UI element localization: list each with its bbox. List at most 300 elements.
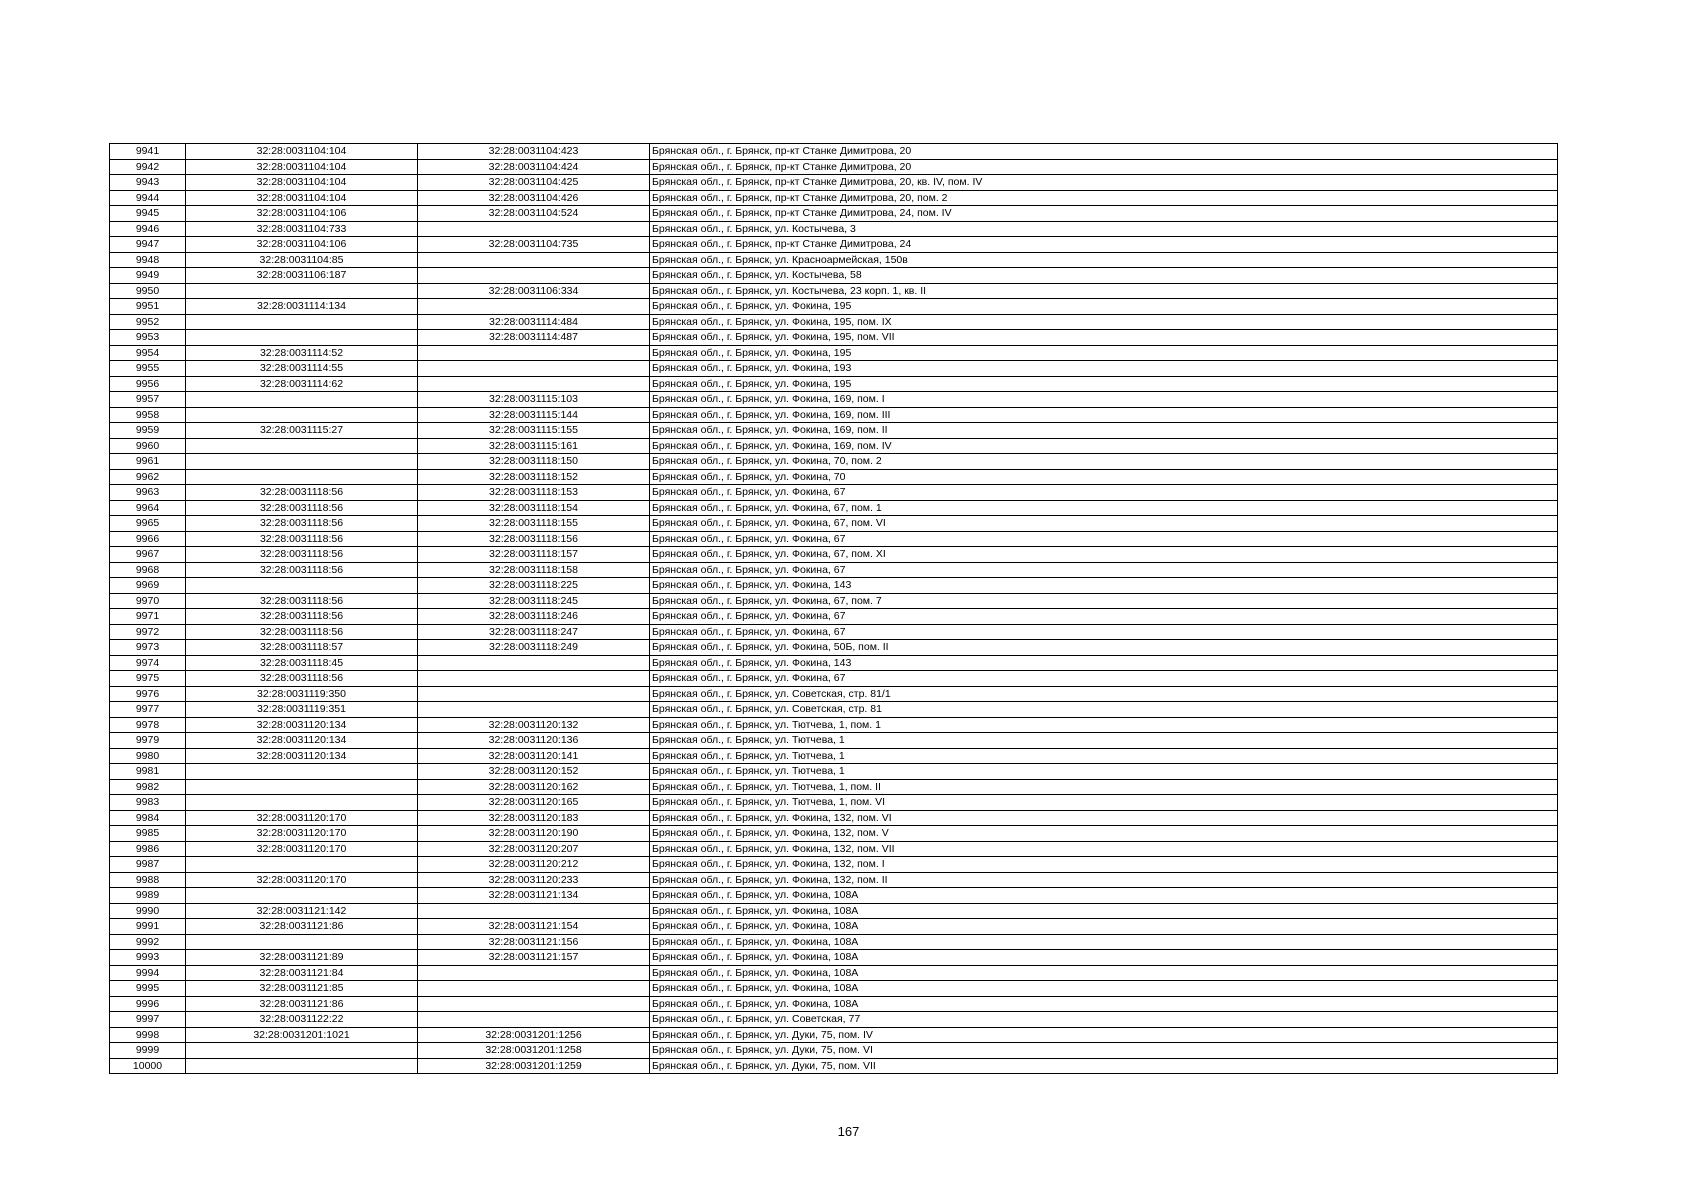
address-cell: Брянская обл., г. Брянск, ул. Фокина, 132, пом. VI [650, 810, 1558, 826]
building-cadastral-number-cell: 32:28:0031120:134 [186, 733, 418, 749]
premises-cadastral-number-cell [418, 903, 650, 919]
address-cell: Брянская обл., г. Брянск, ул. Фокина, 169, пом. I [650, 392, 1558, 408]
row-number-cell: 9949 [110, 268, 186, 284]
table-row [110, 578, 1558, 594]
premises-cadastral-number-cell: 32:28:0031118:157 [418, 547, 650, 563]
building-cadastral-number-cell: 32:28:0031121:84 [186, 965, 418, 981]
building-cadastral-number-cell [186, 888, 418, 904]
premises-cadastral-number-cell: 32:28:0031120:233 [418, 872, 650, 888]
page-number: 167 [837, 1124, 860, 1139]
address-cell: Брянская обл., г. Брянск, ул. Фокина, 195 [650, 299, 1558, 315]
premises-cadastral-number-cell: 32:28:0031118:245 [418, 593, 650, 609]
building-cadastral-number-cell: 32:28:0031104:104 [186, 190, 418, 206]
premises-cadastral-number-cell: 32:28:0031120:132 [418, 717, 650, 733]
table-row [110, 903, 1558, 919]
premises-cadastral-number-cell: 32:28:0031118:155 [418, 516, 650, 532]
premises-cadastral-number-cell [418, 1012, 650, 1028]
building-cadastral-number-cell: 32:28:0031114:52 [186, 345, 418, 361]
row-number-cell: 9988 [110, 872, 186, 888]
building-cadastral-number-cell [186, 578, 418, 594]
address-cell: Брянская обл., г. Брянск, ул. Фокина, 195, пом. IX [650, 314, 1558, 330]
building-cadastral-number-cell: 32:28:0031121:142 [186, 903, 418, 919]
table-row [110, 330, 1558, 346]
row-number-cell: 9995 [110, 981, 186, 997]
building-cadastral-number-cell: 32:28:0031120:134 [186, 717, 418, 733]
row-number-cell: 9991 [110, 919, 186, 935]
row-number-cell: 9951 [110, 299, 186, 315]
row-number-cell: 9970 [110, 593, 186, 609]
address-cell: Брянская обл., г. Брянск, ул. Фокина, 193 [650, 361, 1558, 377]
building-cadastral-number-cell: 32:28:0031118:56 [186, 500, 418, 516]
building-cadastral-number-cell: 32:28:0031104:104 [186, 144, 418, 160]
building-cadastral-number-cell [186, 392, 418, 408]
row-number-cell: 9942 [110, 159, 186, 175]
building-cadastral-number-cell: 32:28:0031104:733 [186, 221, 418, 237]
table-row [110, 392, 1558, 408]
premises-cadastral-number-cell [418, 376, 650, 392]
row-number-cell: 9966 [110, 531, 186, 547]
table-row [110, 795, 1558, 811]
row-number-cell: 9983 [110, 795, 186, 811]
table-row [110, 531, 1558, 547]
premises-cadastral-number-cell: 32:28:0031118:156 [418, 531, 650, 547]
premises-cadastral-number-cell: 32:28:0031120:141 [418, 748, 650, 764]
row-number-cell: 9989 [110, 888, 186, 904]
address-cell: Брянская обл., г. Брянск, ул. Тютчева, 1, пом. II [650, 779, 1558, 795]
building-cadastral-number-cell: 32:28:0031121:86 [186, 996, 418, 1012]
row-number-cell: 9992 [110, 934, 186, 950]
building-cadastral-number-cell [186, 454, 418, 470]
row-number-cell: 9948 [110, 252, 186, 268]
table-row [110, 469, 1558, 485]
premises-cadastral-number-cell: 32:28:0031120:183 [418, 810, 650, 826]
table-row [110, 640, 1558, 656]
building-cadastral-number-cell [186, 469, 418, 485]
row-number-cell: 9979 [110, 733, 186, 749]
building-cadastral-number-cell: 32:28:0031114:134 [186, 299, 418, 315]
table-row [110, 593, 1558, 609]
address-cell: Брянская обл., г. Брянск, ул. Тютчева, 1, пом. VI [650, 795, 1558, 811]
row-number-cell: 9953 [110, 330, 186, 346]
address-cell: Брянская обл., г. Брянск, ул. Фокина, 67, пом. 7 [650, 593, 1558, 609]
building-cadastral-number-cell: 32:28:0031120:134 [186, 748, 418, 764]
row-number-cell: 9982 [110, 779, 186, 795]
table-row [110, 872, 1558, 888]
address-cell: Брянская обл., г. Брянск, ул. Фокина, 108А [650, 996, 1558, 1012]
row-number-cell: 9952 [110, 314, 186, 330]
premises-cadastral-number-cell: 32:28:0031118:247 [418, 624, 650, 640]
table-row [110, 934, 1558, 950]
address-cell: Брянская обл., г. Брянск, ул. Тютчева, 1 [650, 748, 1558, 764]
premises-cadastral-number-cell: 32:28:0031104:735 [418, 237, 650, 253]
address-cell: Брянская обл., г. Брянск, ул. Фокина, 143 [650, 655, 1558, 671]
address-cell: Брянская обл., г. Брянск, ул. Фокина, 132, пом. II [650, 872, 1558, 888]
table-row [110, 144, 1558, 160]
table-row [110, 1058, 1558, 1074]
building-cadastral-number-cell [186, 283, 418, 299]
address-cell: Брянская обл., г. Брянск, пр-кт Станке Димитрова, 24, пом. IV [650, 206, 1558, 222]
premises-cadastral-number-cell [418, 981, 650, 997]
address-cell: Брянская обл., г. Брянск, пр-кт Станке Димитрова, 20 [650, 159, 1558, 175]
building-cadastral-number-cell: 32:28:0031118:56 [186, 609, 418, 625]
building-cadastral-number-cell: 32:28:0031201:1021 [186, 1027, 418, 1043]
premises-cadastral-number-cell: 32:28:0031115:103 [418, 392, 650, 408]
address-cell: Брянская обл., г. Брянск, ул. Фокина, 108А [650, 981, 1558, 997]
table-row [110, 671, 1558, 687]
address-cell: Брянская обл., г. Брянск, ул. Фокина, 67 [650, 671, 1558, 687]
table-row [110, 1027, 1558, 1043]
table-row [110, 1012, 1558, 1028]
address-cell: Брянская обл., г. Брянск, ул. Фокина, 169, пом. IV [650, 438, 1558, 454]
building-cadastral-number-cell: 32:28:0031118:56 [186, 624, 418, 640]
building-cadastral-number-cell: 32:28:0031118:56 [186, 593, 418, 609]
table-row [110, 206, 1558, 222]
building-cadastral-number-cell [186, 779, 418, 795]
address-cell: Брянская обл., г. Брянск, ул. Фокина, 169, пом. III [650, 407, 1558, 423]
row-number-cell: 9960 [110, 438, 186, 454]
premises-cadastral-number-cell: 32:28:0031118:158 [418, 562, 650, 578]
address-cell: Брянская обл., г. Брянск, ул. Фокина, 169, пом. II [650, 423, 1558, 439]
row-number-cell: 9969 [110, 578, 186, 594]
premises-cadastral-number-cell: 32:28:0031121:156 [418, 934, 650, 950]
address-cell: Брянская обл., г. Брянск, ул. Фокина, 195 [650, 376, 1558, 392]
row-number-cell: 9980 [110, 748, 186, 764]
premises-cadastral-number-cell: 32:28:0031104:426 [418, 190, 650, 206]
premises-cadastral-number-cell [418, 345, 650, 361]
building-cadastral-number-cell: 32:28:0031120:170 [186, 826, 418, 842]
premises-cadastral-number-cell: 32:28:0031104:424 [418, 159, 650, 175]
address-cell: Брянская обл., г. Брянск, ул. Фокина, 67 [650, 531, 1558, 547]
row-number-cell: 9981 [110, 764, 186, 780]
address-cell: Брянская обл., г. Брянск, ул. Фокина, 70, пом. 2 [650, 454, 1558, 470]
table-row [110, 810, 1558, 826]
building-cadastral-number-cell: 32:28:0031118:56 [186, 562, 418, 578]
building-cadastral-number-cell: 32:28:0031121:85 [186, 981, 418, 997]
table-row [110, 221, 1558, 237]
building-cadastral-number-cell [186, 795, 418, 811]
address-cell: Брянская обл., г. Брянск, ул. Фокина, 108А [650, 934, 1558, 950]
building-cadastral-number-cell: 32:28:0031104:104 [186, 175, 418, 191]
address-cell: Брянская обл., г. Брянск, ул. Фокина, 108А [650, 950, 1558, 966]
table-row [110, 376, 1558, 392]
building-cadastral-number-cell: 32:28:0031115:27 [186, 423, 418, 439]
premises-cadastral-number-cell: 32:28:0031121:157 [418, 950, 650, 966]
premises-cadastral-number-cell [418, 655, 650, 671]
row-number-cell: 9993 [110, 950, 186, 966]
table-row [110, 268, 1558, 284]
table-row [110, 1043, 1558, 1059]
building-cadastral-number-cell: 32:28:0031122:22 [186, 1012, 418, 1028]
address-cell: Брянская обл., г. Брянск, ул. Красноармейская, 150в [650, 252, 1558, 268]
building-cadastral-number-cell: 32:28:0031120:170 [186, 872, 418, 888]
address-cell: Брянская обл., г. Брянск, ул. Фокина, 108А [650, 903, 1558, 919]
table-row [110, 237, 1558, 253]
address-cell: Брянская обл., г. Брянск, пр-кт Станке Димитрова, 20, пом. 2 [650, 190, 1558, 206]
row-number-cell: 9945 [110, 206, 186, 222]
premises-cadastral-number-cell: 32:28:0031118:225 [418, 578, 650, 594]
building-cadastral-number-cell: 32:28:0031118:56 [186, 547, 418, 563]
row-number-cell: 9963 [110, 485, 186, 501]
row-number-cell: 9961 [110, 454, 186, 470]
table-row [110, 252, 1558, 268]
address-cell: Брянская обл., г. Брянск, ул. Фокина, 67 [650, 624, 1558, 640]
table-row [110, 361, 1558, 377]
row-number-cell: 9996 [110, 996, 186, 1012]
building-cadastral-number-cell [186, 764, 418, 780]
table-row [110, 454, 1558, 470]
building-cadastral-number-cell: 32:28:0031114:62 [186, 376, 418, 392]
premises-cadastral-number-cell: 32:28:0031121:134 [418, 888, 650, 904]
premises-cadastral-number-cell: 32:28:0031118:152 [418, 469, 650, 485]
building-cadastral-number-cell [186, 438, 418, 454]
building-cadastral-number-cell: 32:28:0031104:104 [186, 159, 418, 175]
address-cell: Брянская обл., г. Брянск, ул. Дуки, 75, пом. VII [650, 1058, 1558, 1074]
row-number-cell: 9954 [110, 345, 186, 361]
building-cadastral-number-cell [186, 407, 418, 423]
address-cell: Брянская обл., г. Брянск, ул. Советская, стр. 81 [650, 702, 1558, 718]
building-cadastral-number-cell [186, 1043, 418, 1059]
premises-cadastral-number-cell: 32:28:0031118:249 [418, 640, 650, 656]
address-cell: Брянская обл., г. Брянск, пр-кт Станке Димитрова, 20, кв. IV, пом. IV [650, 175, 1558, 191]
address-cell: Брянская обл., г. Брянск, ул. Костычева, 3 [650, 221, 1558, 237]
premises-cadastral-number-cell: 32:28:0031120:190 [418, 826, 650, 842]
address-cell: Брянская обл., г. Брянск, ул. Тютчева, 1, пом. 1 [650, 717, 1558, 733]
row-number-cell: 9985 [110, 826, 186, 842]
building-cadastral-number-cell [186, 1058, 418, 1074]
building-cadastral-number-cell: 32:28:0031119:351 [186, 702, 418, 718]
row-number-cell: 9999 [110, 1043, 186, 1059]
row-number-cell: 10000 [110, 1058, 186, 1074]
address-cell: Брянская обл., г. Брянск, ул. Фокина, 67, пом. XI [650, 547, 1558, 563]
premises-cadastral-number-cell: 32:28:0031114:484 [418, 314, 650, 330]
premises-cadastral-number-cell: 32:28:0031115:155 [418, 423, 650, 439]
address-cell: Брянская обл., г. Брянск, ул. Фокина, 108А [650, 919, 1558, 935]
building-cadastral-number-cell: 32:28:0031119:350 [186, 686, 418, 702]
row-number-cell: 9976 [110, 686, 186, 702]
table-row [110, 826, 1558, 842]
premises-cadastral-number-cell: 32:28:0031104:524 [418, 206, 650, 222]
row-number-cell: 9957 [110, 392, 186, 408]
premises-cadastral-number-cell: 32:28:0031201:1258 [418, 1043, 650, 1059]
address-cell: Брянская обл., г. Брянск, ул. Тютчева, 1 [650, 764, 1558, 780]
row-number-cell: 9967 [110, 547, 186, 563]
address-cell: Брянская обл., г. Брянск, ул. Фокина, 70 [650, 469, 1558, 485]
building-cadastral-number-cell: 32:28:0031106:187 [186, 268, 418, 284]
address-cell: Брянская обл., г. Брянск, ул. Фокина, 132, пом. VII [650, 841, 1558, 857]
table-row [110, 547, 1558, 563]
address-cell: Брянская обл., г. Брянск, ул. Фокина, 132, пом. I [650, 857, 1558, 873]
table-row [110, 562, 1558, 578]
building-cadastral-number-cell: 32:28:0031118:57 [186, 640, 418, 656]
address-cell: Брянская обл., г. Брянск, ул. Советская, 77 [650, 1012, 1558, 1028]
table-row [110, 190, 1558, 206]
table-row [110, 996, 1558, 1012]
building-cadastral-number-cell: 32:28:0031121:89 [186, 950, 418, 966]
row-number-cell: 9973 [110, 640, 186, 656]
premises-cadastral-number-cell [418, 252, 650, 268]
address-cell: Брянская обл., г. Брянск, ул. Фокина, 195, пом. VII [650, 330, 1558, 346]
building-cadastral-number-cell: 32:28:0031118:56 [186, 485, 418, 501]
building-cadastral-number-cell [186, 330, 418, 346]
row-number-cell: 9990 [110, 903, 186, 919]
building-cadastral-number-cell [186, 857, 418, 873]
table-row [110, 485, 1558, 501]
table-row [110, 655, 1558, 671]
building-cadastral-number-cell: 32:28:0031104:85 [186, 252, 418, 268]
premises-cadastral-number-cell: 32:28:0031121:154 [418, 919, 650, 935]
address-cell: Брянская обл., г. Брянск, ул. Фокина, 108А [650, 888, 1558, 904]
row-number-cell: 9956 [110, 376, 186, 392]
row-number-cell: 9968 [110, 562, 186, 578]
premises-cadastral-number-cell: 32:28:0031104:425 [418, 175, 650, 191]
premises-cadastral-number-cell [418, 702, 650, 718]
row-number-cell: 9955 [110, 361, 186, 377]
table-row [110, 779, 1558, 795]
row-number-cell: 9998 [110, 1027, 186, 1043]
address-cell: Брянская обл., г. Брянск, ул. Фокина, 67 [650, 609, 1558, 625]
row-number-cell: 9941 [110, 144, 186, 160]
row-number-cell: 9987 [110, 857, 186, 873]
address-cell: Брянская обл., г. Брянск, пр-кт Станке Димитрова, 20 [650, 144, 1558, 160]
premises-cadastral-number-cell: 32:28:0031118:153 [418, 485, 650, 501]
address-cell: Брянская обл., г. Брянск, ул. Фокина, 108А [650, 965, 1558, 981]
premises-cadastral-number-cell [418, 221, 650, 237]
row-number-cell: 9964 [110, 500, 186, 516]
table-row [110, 733, 1558, 749]
building-cadastral-number-cell: 32:28:0031104:106 [186, 206, 418, 222]
premises-cadastral-number-cell: 32:28:0031120:162 [418, 779, 650, 795]
building-cadastral-number-cell: 32:28:0031118:45 [186, 655, 418, 671]
building-cadastral-number-cell: 32:28:0031104:106 [186, 237, 418, 253]
premises-cadastral-number-cell [418, 965, 650, 981]
address-cell: Брянская обл., г. Брянск, пр-кт Станке Димитрова, 24 [650, 237, 1558, 253]
row-number-cell: 9977 [110, 702, 186, 718]
premises-cadastral-number-cell: 32:28:0031120:165 [418, 795, 650, 811]
table-row [110, 438, 1558, 454]
building-cadastral-number-cell: 32:28:0031121:86 [186, 919, 418, 935]
table-row [110, 345, 1558, 361]
building-cadastral-number-cell [186, 314, 418, 330]
address-cell: Брянская обл., г. Брянск, ул. Фокина, 50Б, пом. II [650, 640, 1558, 656]
table-row [110, 283, 1558, 299]
address-cell: Брянская обл., г. Брянск, ул. Костычева, 58 [650, 268, 1558, 284]
row-number-cell: 9984 [110, 810, 186, 826]
registry-table [109, 143, 1558, 1074]
address-cell: Брянская обл., г. Брянск, ул. Фокина, 132, пом. V [650, 826, 1558, 842]
premises-cadastral-number-cell [418, 299, 650, 315]
premises-cadastral-number-cell: 32:28:0031120:136 [418, 733, 650, 749]
table-row [110, 175, 1558, 191]
row-number-cell: 9946 [110, 221, 186, 237]
table-row [110, 159, 1558, 175]
table-row [110, 314, 1558, 330]
premises-cadastral-number-cell [418, 996, 650, 1012]
table-row [110, 299, 1558, 315]
building-cadastral-number-cell: 32:28:0031120:170 [186, 841, 418, 857]
premises-cadastral-number-cell: 32:28:0031201:1256 [418, 1027, 650, 1043]
table-row [110, 888, 1558, 904]
address-cell: Брянская обл., г. Брянск, ул. Фокина, 143 [650, 578, 1558, 594]
row-number-cell: 9944 [110, 190, 186, 206]
table-row [110, 702, 1558, 718]
table-row [110, 516, 1558, 532]
premises-cadastral-number-cell: 32:28:0031115:144 [418, 407, 650, 423]
row-number-cell: 9978 [110, 717, 186, 733]
table-row [110, 965, 1558, 981]
row-number-cell: 9986 [110, 841, 186, 857]
row-number-cell: 9974 [110, 655, 186, 671]
table-row [110, 981, 1558, 997]
address-cell: Брянская обл., г. Брянск, ул. Фокина, 67, пом. 1 [650, 500, 1558, 516]
premises-cadastral-number-cell: 32:28:0031120:212 [418, 857, 650, 873]
address-cell: Брянская обл., г. Брянск, ул. Фокина, 67 [650, 485, 1558, 501]
premises-cadastral-number-cell [418, 361, 650, 377]
row-number-cell: 9975 [110, 671, 186, 687]
address-cell: Брянская обл., г. Брянск, ул. Дуки, 75, пом. IV [650, 1027, 1558, 1043]
row-number-cell: 9997 [110, 1012, 186, 1028]
table-row [110, 407, 1558, 423]
row-number-cell: 9972 [110, 624, 186, 640]
table-row [110, 624, 1558, 640]
table-row [110, 423, 1558, 439]
table-row [110, 500, 1558, 516]
premises-cadastral-number-cell: 32:28:0031201:1259 [418, 1058, 650, 1074]
table-row [110, 919, 1558, 935]
building-cadastral-number-cell: 32:28:0031114:55 [186, 361, 418, 377]
table-row [110, 841, 1558, 857]
address-cell: Брянская обл., г. Брянск, ул. Дуки, 75, пом. VI [650, 1043, 1558, 1059]
registry-table-body [110, 144, 1558, 1074]
row-number-cell: 9958 [110, 407, 186, 423]
table-row [110, 950, 1558, 966]
building-cadastral-number-cell: 32:28:0031118:56 [186, 531, 418, 547]
address-cell: Брянская обл., г. Брянск, ул. Советская, стр. 81/1 [650, 686, 1558, 702]
table-row [110, 857, 1558, 873]
premises-cadastral-number-cell: 32:28:0031115:161 [418, 438, 650, 454]
address-cell: Брянская обл., г. Брянск, ул. Фокина, 67 [650, 562, 1558, 578]
building-cadastral-number-cell: 32:28:0031120:170 [186, 810, 418, 826]
row-number-cell: 9950 [110, 283, 186, 299]
premises-cadastral-number-cell [418, 686, 650, 702]
table-row [110, 748, 1558, 764]
row-number-cell: 9943 [110, 175, 186, 191]
premises-cadastral-number-cell [418, 671, 650, 687]
address-cell: Брянская обл., г. Брянск, ул. Костычева, 23 корп. 1, кв. II [650, 283, 1558, 299]
building-cadastral-number-cell [186, 934, 418, 950]
address-cell: Брянская обл., г. Брянск, ул. Фокина, 67, пом. VI [650, 516, 1558, 532]
table-row [110, 686, 1558, 702]
premises-cadastral-number-cell: 32:28:0031114:487 [418, 330, 650, 346]
premises-cadastral-number-cell: 32:28:0031120:152 [418, 764, 650, 780]
premises-cadastral-number-cell: 32:28:0031118:154 [418, 500, 650, 516]
row-number-cell: 9971 [110, 609, 186, 625]
row-number-cell: 9962 [110, 469, 186, 485]
premises-cadastral-number-cell: 32:28:0031118:150 [418, 454, 650, 470]
table-row [110, 609, 1558, 625]
row-number-cell: 9965 [110, 516, 186, 532]
premises-cadastral-number-cell: 32:28:0031106:334 [418, 283, 650, 299]
building-cadastral-number-cell: 32:28:0031118:56 [186, 671, 418, 687]
row-number-cell: 9994 [110, 965, 186, 981]
premises-cadastral-number-cell: 32:28:0031104:423 [418, 144, 650, 160]
premises-cadastral-number-cell [418, 268, 650, 284]
premises-cadastral-number-cell: 32:28:0031120:207 [418, 841, 650, 857]
row-number-cell: 9947 [110, 237, 186, 253]
table-row [110, 764, 1558, 780]
premises-cadastral-number-cell: 32:28:0031118:246 [418, 609, 650, 625]
table-row [110, 717, 1558, 733]
address-cell: Брянская обл., г. Брянск, ул. Тютчева, 1 [650, 733, 1558, 749]
